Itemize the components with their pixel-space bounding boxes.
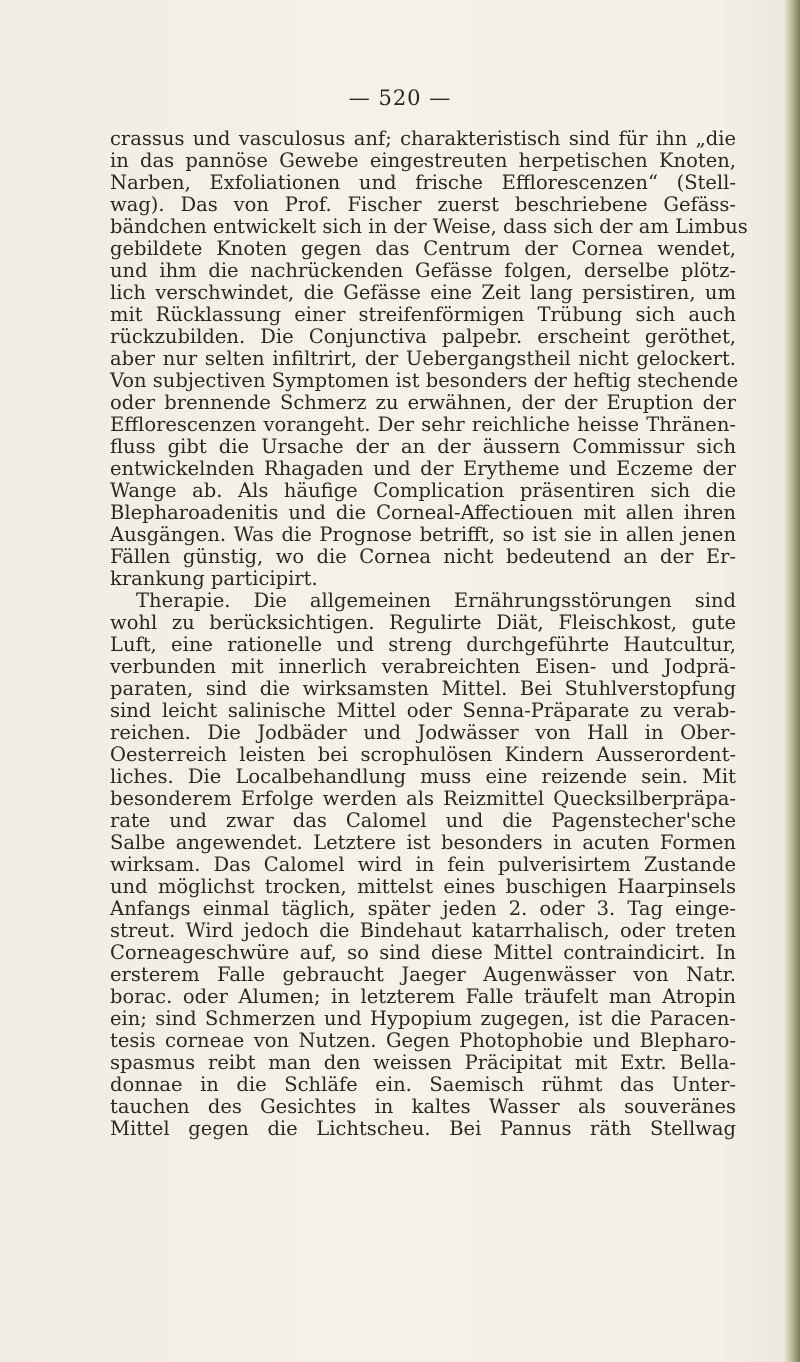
text-line: Efflorescenzen vorangeht. Der sehr reichliche heisse Thränen- [110, 413, 736, 436]
text-line: spasmus reibt man den weissen Präcipitat mit Extr. Bella- [110, 1051, 736, 1074]
text-line: ein; sind Schmerzen und Hypopium zugegen, ist die Paracen- [110, 1007, 736, 1030]
text-line: und möglichst trocken, mittelst eines buschigen Haarpinsels [110, 875, 736, 898]
text-line: reichen. Die Jodbäder und Jodwässer von Hall in Ober- [110, 721, 736, 744]
text-line: Blepharoadenitis und die Corneal-Affectiouen mit allen ihren [110, 501, 736, 524]
text-line: Therapie. Die allgemeinen Ernährungsstörungen sind [136, 589, 736, 612]
text-line: tauchen des Gesichtes in kaltes Wasser als souveränes [110, 1095, 736, 1118]
text-line: bändchen entwickelt sich in der Weise, dass sich der am Limbus [110, 215, 748, 238]
page-edge-shadow [784, 0, 800, 1362]
text-line: rate und zwar das Calomel und die Pagenstecher'sche [110, 809, 736, 832]
text-line: lich verschwindet, die Gefässe eine Zeit lang persistiren, um [110, 281, 736, 304]
text-line: streut. Wird jedoch die Bindehaut katarrhalisch, oder treten [110, 919, 736, 942]
text-line: Von subjectiven Symptomen ist besonders der heftig stechende [110, 369, 739, 392]
text-line: in das pannöse Gewebe eingestreuten herpetischen Knoten, [110, 149, 736, 172]
text-line: aber nur selten infiltrirt, der Uebergangstheil nicht gelockert. [110, 347, 736, 370]
text-line: Mittel gegen die Lichtscheu. Bei Pannus räth Stellwag [110, 1117, 736, 1140]
text-line: wohl zu berücksichtigen. Regulirte Diät, Fleischkost, gute [110, 611, 736, 634]
text-line: oder brennende Schmerz zu erwähnen, der der Eruption der [110, 391, 736, 414]
text-line: verbunden mit innerlich verabreichten Eisen- und Jodprä- [110, 655, 736, 678]
text-line: Wange ab. Als häufige Complication präsentiren sich die [110, 479, 736, 502]
text-line: gebildete Knoten gegen das Centrum der Cornea wendet, [110, 237, 736, 260]
text-line: wirksam. Das Calomel wird in fein pulverisirtem Zustande [110, 853, 736, 876]
text-line: ersterem Falle gebraucht Jaeger Augenwässer von Natr. [110, 963, 736, 986]
text-line: entwickelnden Rhagaden und der Erytheme und Eczeme der [110, 457, 736, 480]
text-line: Oesterreich leisten bei scrophulösen Kindern Ausserordent- [110, 743, 736, 766]
text-line: mit Rücklassung einer streifenförmigen Trübung sich auch [110, 303, 736, 326]
page-number: — 520 — [348, 86, 452, 110]
text-line: fluss gibt die Ursache der an der äussern Commissur sich [110, 435, 736, 458]
text-line: liches. Die Localbehandlung muss eine reizende sein. Mit [110, 765, 736, 788]
text-line: und ihm die nachrückenden Gefässe folgen, derselbe plötz- [110, 259, 736, 282]
text-line: Luft, eine rationelle und streng durchgeführte Hautcultur, [110, 633, 736, 656]
text-line: tesis corneae von Nutzen. Gegen Photophobie und Blepharo- [110, 1029, 736, 1052]
text-line: sind leicht salinische Mittel oder Senna-Präparate zu verab- [110, 699, 736, 722]
text-line: Narben, Exfoliationen und frische Efflorescenzen“ (Stell- [110, 171, 736, 194]
text-line: Corneageschwüre auf, so sind diese Mittel contraindicirt. In [110, 941, 736, 964]
text-line: crassus und vasculosus anf; charakteristisch sind für ihn „die [110, 127, 736, 150]
text-line: rückzubilden. Die Conjunctiva palpebr. erscheint geröthet, [110, 325, 736, 348]
text-line: Anfangs einmal täglich, später jeden 2. oder 3. Tag einge- [110, 897, 736, 920]
body-text [110, 127, 748, 1140]
text-line: wag). Das von Prof. Fischer zuerst beschriebene Gefäss- [110, 193, 736, 216]
text-line: Ausgängen. Was die Prognose betrifft, so ist sie in allen jenen [110, 523, 736, 546]
text-line: Fällen günstig, wo die Cornea nicht bedeutend an der Er- [110, 545, 736, 568]
text-line: donnae in die Schläfe ein. Saemisch rühmt das Unter- [110, 1073, 736, 1096]
text-line: krankung participirt. [110, 567, 318, 590]
text-line: paraten, sind die wirksamsten Mittel. Bei Stuhlverstopfung [110, 677, 736, 700]
text-line: borac. oder Alumen; in letzterem Falle träufelt man Atropin [110, 985, 736, 1008]
text-line: Salbe angewendet. Letztere ist besonders in acuten Formen [110, 831, 736, 854]
text-line: besonderem Erfolge werden als Reizmittel Quecksilberpräpa- [110, 787, 736, 810]
